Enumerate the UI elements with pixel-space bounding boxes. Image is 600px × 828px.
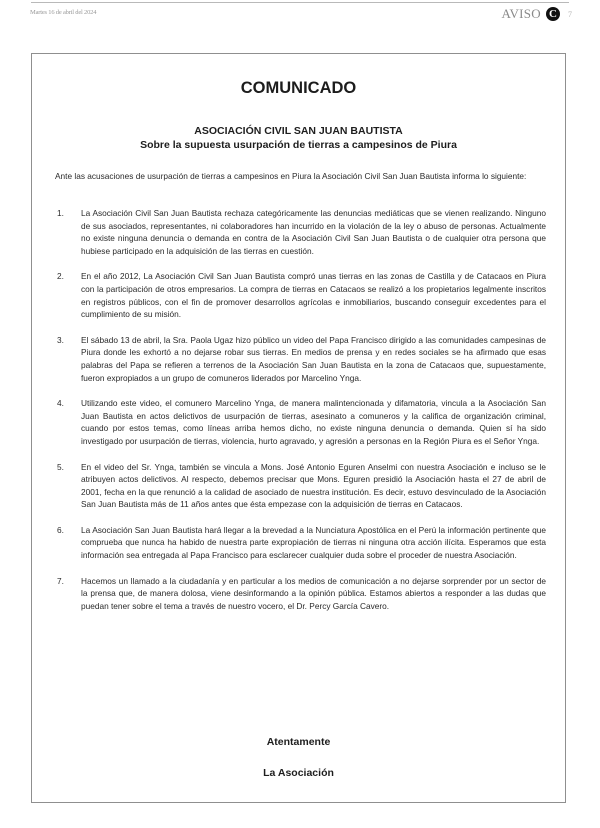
organization-name: ASOCIACIÓN CIVIL SAN JUAN BAUTISTA (194, 125, 403, 137)
item-number: 2. (57, 271, 64, 282)
item-number: 3. (57, 334, 64, 345)
statement-item (55, 575, 546, 613)
top-rule (31, 2, 569, 3)
page-number: 7 (568, 9, 572, 19)
statement-list (55, 207, 546, 625)
statement-item (55, 461, 546, 511)
statement-item (55, 334, 546, 384)
item-number: 6. (57, 524, 64, 535)
el-comercio-logo-icon: C (546, 7, 560, 21)
item-text: En el video del Sr. Ynga, también se vincula a Mons. José Antonio Eguren Anselmi con nuestra Asociación e incluso se le atribuyen actos delictivos. Al respecto, debemos precisar que Mons. Eguren presidió la Asociación hasta el 27 de abril de 2001, fecha en la que renunció a la calidad de asociado de nuestra institución. Es decir, estuvo desvinculado de la Asociación San Juan Bautista más de 11 años antes que ésta empezase con la adquisición de tierras en Catacaos. (81, 461, 546, 510)
section-label: AVISO (501, 6, 541, 21)
notice-title: COMUNICADO (240, 79, 357, 97)
statement-item (55, 524, 546, 562)
notice-subtitle: Sobre la supuesta usurpación de tierras a campesinos de Piura (140, 139, 457, 151)
signature: La Asociación (263, 767, 334, 779)
closing-salutation: Atentamente (266, 736, 331, 748)
item-number: 4. (57, 398, 64, 409)
item-text: Utilizando este video, el comunero Marcelino Ynga, de manera malintencionada y difamatoria, vincula a la Asociación San Juan Bautista en actos delictivos de usurpación de tierras, asesinato a comuneros y la califica de organización criminal, cuando por estos temas, como líneas arriba hemos dicho, no existe ninguna denuncia o demanda. Quien sí ha sido investigado por usurpación de tierras, violencia, hurto agravado, y agresión a personas en la Región Piura es el Señor Ynga. (81, 398, 546, 446)
statement-item (55, 207, 546, 257)
statement-item (55, 270, 546, 320)
publication-date: Martes 16 de abril del 2024 (30, 9, 97, 16)
item-text: El sábado 13 de abril, la Sra. Paola Ugaz hizo público un video del Papa Francisco dirigido a las comunidades campesinas de Piura donde les exhortó a no dejarse robar sus tierras. En medios de prensa y en redes sociales se ha afirmado que esas palabras del Papa se refieren a terrenos de la Asociación San Juan Bautista en la zona de Catacaos que, supuestamente, fueron expropiados a un grupo de comuneros liderados por Marcelino Ynga. (81, 334, 546, 383)
item-text: La Asociación Civil San Juan Bautista rechaza categóricamente las denuncias mediáticas que se vienen realizando. Ninguno de sus asociados, representantes, ni colaboradores han incurrido en la violación de la ley o abuso de personas. Actualmente no existe ninguna denuncia o demanda en contra de la Asociación Civil San Juan Bautista o de cualquier otra persona que hubiese participado en la adquisición de las tierras en cuestión. (81, 208, 546, 256)
item-number: 5. (57, 461, 64, 472)
intro-paragraph: Ante las acusaciones de usurpación de tierras a campesinos en Piura la Asociación Civil San Juan Bautista informa lo siguiente: (55, 171, 527, 181)
notice-box (31, 53, 566, 803)
item-text: En el año 2012, La Asociación Civil San Juan Bautista compró unas tierras en las zonas de Castilla y de Catacaos en Piura con la participación de otros empresarios. La compra de tierras en Catacaos se realizó a los propietarios legalmente inscritos en registros públicos, con el fin de promover desarrollos agrícolas e inmobiliarios, buscando conseguir excedentes para el cumplimiento de su misión. (81, 271, 546, 320)
item-text: Hacemos un llamado a la ciudadanía y en particular a los medios de comunicación a no dejarse sorprender por un sector de la prensa que, de manera dolosa, viene desinformando a la opinión pública. Estamos abiertos a responder a las dudas que puedan tener sobre el tema a través de nuestro vocero, el Dr. Percy García Cavero. (81, 575, 546, 611)
item-text: La Asociación San Juan Bautista hará llegar a la brevedad a la Nunciatura Apostólica en el Perú la información pertinente que comprueba que nunca ha habido de nuestra parte expropiación de tierras ni ninguna otra acción ilícita. Esperamos que esta información sea entregada al Papa Francisco para esclarecer cualquier duda sobre el proceder de nuestra Asociación. (81, 524, 546, 561)
section-header (501, 6, 572, 22)
item-number: 1. (57, 208, 64, 218)
item-number: 7. (57, 575, 64, 586)
statement-item (55, 397, 546, 447)
